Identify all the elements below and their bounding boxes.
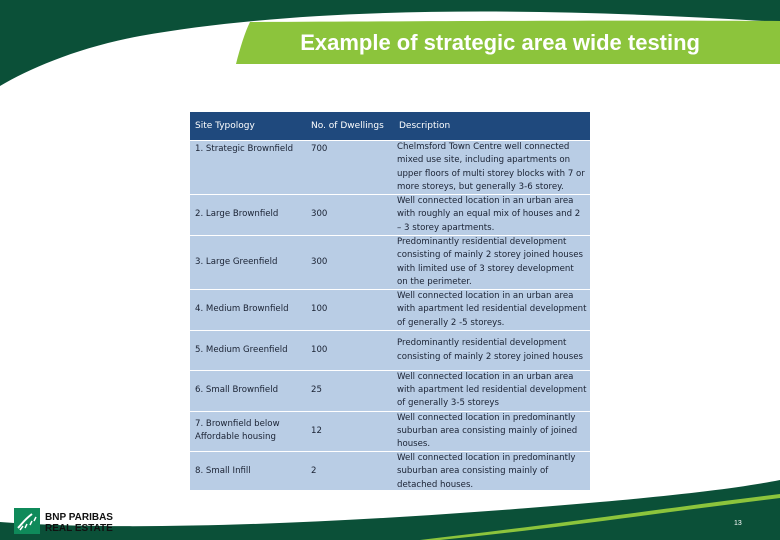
description-cell: Well connected location in an urban area with roughly an equal mix of houses and 2 – 3 storey apartments. — [394, 195, 590, 236]
dwellings-cell: 300 — [306, 195, 394, 236]
site-typology-cell: 3. Large Greenfield — [190, 236, 306, 290]
description-cell: Well connected location in predominantly suburban area consisting mainly of joined houses. — [394, 411, 590, 452]
dwellings-cell: 100 — [306, 331, 394, 371]
dwellings-cell: 300 — [306, 236, 394, 290]
dwellings-cell: 700 — [306, 141, 394, 195]
table-row — [190, 411, 590, 452]
brand-line-2: REAL ESTATE — [45, 523, 113, 534]
table-row — [190, 236, 590, 290]
dwellings-cell: 25 — [306, 371, 394, 412]
description-cell: Predominantly residential development consisting of mainly 2 storey joined houses — [394, 331, 590, 371]
brand-line-1: BNP PARIBAS — [45, 512, 113, 523]
header-no-of-dwellings: No. of Dwellings — [306, 112, 394, 141]
page-number: 13 — [734, 520, 742, 527]
header-description: Description — [394, 112, 590, 141]
table-row — [190, 195, 590, 236]
header-site-typology: Site Typology — [190, 112, 306, 141]
bnp-paribas-logo-icon — [14, 508, 40, 534]
site-typology-cell: 6. Small Brownfield — [190, 371, 306, 412]
description-cell: Predominantly residential development consisting of mainly 2 storey joined houses with limited use of 3 storey development on the perimeter. — [394, 236, 590, 290]
site-typology-cell: 2. Large Brownfield — [190, 195, 306, 236]
table-header-row — [190, 112, 590, 141]
description-cell: Well connected location in an urban area with apartment led residential development of generally 2 -5 storeys. — [394, 290, 590, 331]
dwellings-cell: 2 — [306, 452, 394, 492]
dwellings-cell: 12 — [306, 411, 394, 452]
description-cell: Well connected location in an urban area with apartment led residential development of generally 3-5 storeys — [394, 371, 590, 412]
site-typology-cell: 4. Medium Brownfield — [190, 290, 306, 331]
table-row — [190, 452, 590, 492]
typology-table — [190, 112, 590, 492]
typology-table-container — [190, 112, 590, 490]
site-typology-cell: 8. Small Infill — [190, 452, 306, 492]
dwellings-cell: 100 — [306, 290, 394, 331]
site-typology-cell: 5. Medium Greenfield — [190, 331, 306, 371]
description-cell: Chelmsford Town Centre well connected mixed use site, including apartments on upper floors of multi storey blocks with 7 or more storeys, but generally 3-6 storey. — [394, 141, 590, 195]
site-typology-cell: 7. Brownfield below Affordable housing — [190, 411, 306, 452]
slide-title: Example of strategic area wide testing — [300, 30, 700, 55]
brand-name — [45, 512, 113, 534]
description-cell: Well connected location in predominantly suburban area consisting mainly of detached houses. — [394, 452, 590, 492]
site-typology-cell: 1. Strategic Brownfield — [190, 141, 306, 195]
table-row — [190, 371, 590, 412]
table-row — [190, 331, 590, 371]
table-row — [190, 290, 590, 331]
table-row — [190, 141, 590, 195]
